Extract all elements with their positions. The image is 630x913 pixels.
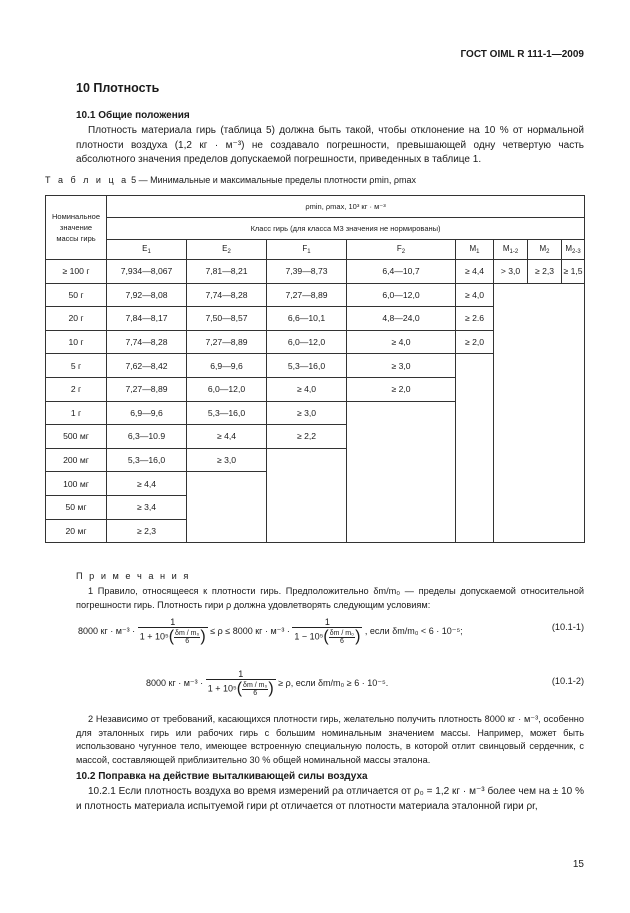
density-cell: 6,4—10,7 [347, 260, 456, 284]
density-cell: > 3,0 [494, 260, 528, 284]
density-cell: ≥ 4,4 [456, 260, 494, 284]
density-cell: 5,3—16,0 [267, 354, 347, 378]
subsection-title-10-1: 10.1 Общие положения [76, 110, 190, 121]
density-cell: 6,3—10.9 [107, 425, 187, 449]
section-title: 10 Плотность [76, 81, 160, 95]
formula1-inner-den: 6 [185, 637, 190, 645]
formula1-frac-left-den: 1 + 10⁵( $\frac{\text{δm / m₀}}{6}$ ) [139, 628, 206, 645]
density-cell: 6,0—12,0 [347, 283, 456, 307]
class-header-7: $M_{2-3}$ [562, 240, 585, 260]
density-cell: 7,74—8,28 [107, 330, 187, 354]
density-cell: ≥ 2,0 [456, 330, 494, 354]
class-header: Класс гирь (для класса M3 значения не нормированы) [107, 218, 585, 240]
class-header-5: $M_{1-2}$ [494, 240, 528, 260]
mass-cell: 20 мг [46, 519, 107, 543]
density-cell: ≥ 4,0 [267, 377, 347, 401]
mass-cell: 5 г [46, 354, 107, 378]
density-cell: ≥ 3,0 [267, 401, 347, 425]
mass-cell: 1 г [46, 401, 107, 425]
paragraph-10-1-text: Плотность материала гирь (таблица 5) должна быть такой, чтобы отклонение на 10 % от нормальной плотности воздуха (1,2 кг · м⁻³) не создавало погрешности, превышающей одну четвертую часть абсолютного значения пределов допускаемой погрешности, приведенных в таблице 1. [76, 125, 584, 165]
formula1-condition: , если δm/m₀ < 6 · 10⁻⁵; [364, 625, 463, 636]
density-cell: 7,62—8,42 [107, 354, 187, 378]
formula-10-1-2 [146, 669, 388, 698]
density-cell: 7,27—8,89 [267, 283, 347, 307]
formula2-frac [206, 669, 276, 698]
class-header-4: $M_1$ [456, 240, 494, 260]
class-header-2: $F_1$ [267, 240, 347, 260]
density-cell: ≥ 2,0 [347, 377, 456, 401]
blank-cell [494, 283, 585, 543]
note-1 [76, 585, 584, 612]
density-cell: 7,81—8,21 [187, 260, 267, 284]
density-cell: ≥ 3,0 [187, 448, 267, 472]
density-cell: 7,934—8,067 [107, 260, 187, 284]
mass-cell: ≥ 100 г [46, 260, 107, 284]
density-cell: 7,74—8,28 [187, 283, 267, 307]
formula1-frac-right-num: 1 [292, 617, 362, 628]
class-header-1: $E_2$ [187, 240, 267, 260]
class-header-6: $M_2$ [528, 240, 562, 260]
formula2-frac-den: 1 + 10⁵( $\frac{\text{δm / m₀}}{6}$ ) [207, 680, 274, 697]
density-cell: 7,92—8,08 [107, 283, 187, 307]
notes-title: П р и м е ч а н и я [76, 571, 191, 581]
paragraph-10-1 [76, 124, 584, 168]
density-cell: 7,84—8,17 [107, 307, 187, 331]
equation-number-1: (10.1-1) [551, 622, 584, 632]
formula1-frac-right-den: 1 − 10⁵( $\frac{\text{δm / m₀}}{6}$ ) [294, 628, 361, 645]
formula1-mid: ≤ ρ ≤ 8000 кг · м⁻³ · [210, 625, 290, 636]
density-cell: ≥ 3,0 [347, 354, 456, 378]
equation-number-2: (10.1-2) [551, 676, 584, 686]
density-cell: ≥ 4,0 [456, 283, 494, 307]
mass-cell: 100 мг [46, 472, 107, 496]
density-cell: 4,8—24,0 [347, 307, 456, 331]
density-cell: ≥ 2,3 [528, 260, 562, 284]
page-number: 15 [572, 859, 584, 870]
density-cell: ≥ 4,4 [107, 472, 187, 496]
density-cell: ≥ 3,4 [107, 495, 187, 519]
note-1-text: 1 Правило, относящееся к плотности гирь. Предположительно δm/m₀ — пределы допускаемой относительной погрешности гирь. Плотность гири ρ должна удовлетворять следующим условиям: [76, 586, 584, 610]
formula-10-1-1 [78, 617, 463, 646]
mass-header: Номинальное значение массы гирь [46, 196, 107, 260]
mass-cell: 500 мг [46, 425, 107, 449]
formula1-den2-prefix: 1 − 10⁵ [294, 631, 324, 642]
table-row [46, 260, 585, 284]
mass-cell: 10 г [46, 330, 107, 354]
mass-cell: 50 г [46, 283, 107, 307]
mass-cell: 50 мг [46, 495, 107, 519]
density-cell: 7,50—8,57 [187, 307, 267, 331]
formula1-inner-den-2: 6 [339, 637, 344, 645]
density-cell: 7,39—8,73 [267, 260, 347, 284]
table-caption-label: Т а б л и ц а [45, 175, 129, 185]
density-cell: 6,6—10,1 [267, 307, 347, 331]
density-cell: 5,3—16,0 [107, 448, 187, 472]
density-cell: 6,9—9,6 [107, 401, 187, 425]
class-header-0: $E_1$ [107, 240, 187, 260]
formula2-inner-num: δm / m₀ [243, 681, 268, 689]
table-row [46, 283, 585, 307]
mass-cell: 20 г [46, 307, 107, 331]
blank-cell [456, 354, 494, 543]
blank-cell [347, 401, 456, 543]
density-cell: ≥ 4,4 [187, 425, 267, 449]
formula2-inner-den: 6 [253, 689, 258, 697]
formula1-frac-left-num: 1 [138, 617, 208, 628]
formula1-coef: 8000 кг · м⁻³ · [78, 625, 136, 636]
density-table [45, 195, 585, 543]
class-header-3: $F_2$ [347, 240, 456, 260]
formula1-inner-num-2: δm / m₀ [329, 629, 355, 637]
mass-cell: 200 мг [46, 448, 107, 472]
density-cell: ≥ 4,0 [347, 330, 456, 354]
density-cell: 7,27—8,89 [187, 330, 267, 354]
formula1-inner-num: δm / m₀ [175, 629, 200, 637]
subsection-title-10-2: 10.2 Поправка на действие выталкивающей силы воздуха [76, 771, 368, 782]
table-caption-text: 5 — Минимальные и максимальные пределы плотности ρmin, ρmax [131, 175, 416, 185]
formula1-frac-left [138, 617, 208, 646]
density-cell: ≥ 2,3 [107, 519, 187, 543]
formula2-den-prefix: 1 + 10⁵ [207, 683, 237, 694]
density-cell: 6,9—9,6 [187, 354, 267, 378]
density-cell: 7,27—8,89 [107, 377, 187, 401]
mass-cell: 2 г [46, 377, 107, 401]
density-cell: 6,0—12,0 [187, 377, 267, 401]
formula1-den-prefix: 1 + 10⁵ [139, 631, 169, 642]
density-cell: ≥ 2,2 [267, 425, 347, 449]
density-cell: 5,3—16,0 [187, 401, 267, 425]
formula2-coef: 8000 кг · м⁻³ · [146, 677, 204, 688]
blank-cell [267, 448, 347, 542]
table-caption [45, 175, 416, 185]
paragraph-10-2-1-text: 10.2.1 Если плотность воздуха во время измерений ρa отличается от ρ₀ = 1,2 кг · м⁻³ более чем на ± 10 % и плотность материала испытуемой гири ρt отличается от плотности материала эталонной гири ρr, [76, 786, 584, 812]
note-2 [76, 713, 584, 767]
formula1-frac-right [292, 617, 362, 646]
blank-cell [187, 472, 267, 543]
units-header: ρmin, ρmax, 10³ кг · м⁻³ [107, 196, 585, 218]
density-cell: 6,0—12,0 [267, 330, 347, 354]
density-cell: ≥ 1,5 [562, 260, 585, 284]
document-header: ГОСТ OIML R 111-1—2009 [460, 49, 584, 60]
formula2-frac-num: 1 [206, 669, 276, 680]
paragraph-10-2-1 [76, 785, 584, 814]
formula2-condition: ≥ ρ, если δm/m₀ ≥ 6 · 10⁻⁵. [278, 677, 389, 688]
density-cell: ≥ 2.6 [456, 307, 494, 331]
note-2-text: 2 Независимо от требований, касающихся плотности гирь, желательно получить плотность 8000 кг · м⁻³, особенно для эталонных гирь или рабочих гирь с большим номинальным значением массы. Например, может быть использовано чугунное тело, имеющее встроенную специальную полость, в которой отлит свинцовый сердечник, с массой, составляющей приблизительно 30 % общей номинальной массы эталона. [76, 714, 584, 765]
